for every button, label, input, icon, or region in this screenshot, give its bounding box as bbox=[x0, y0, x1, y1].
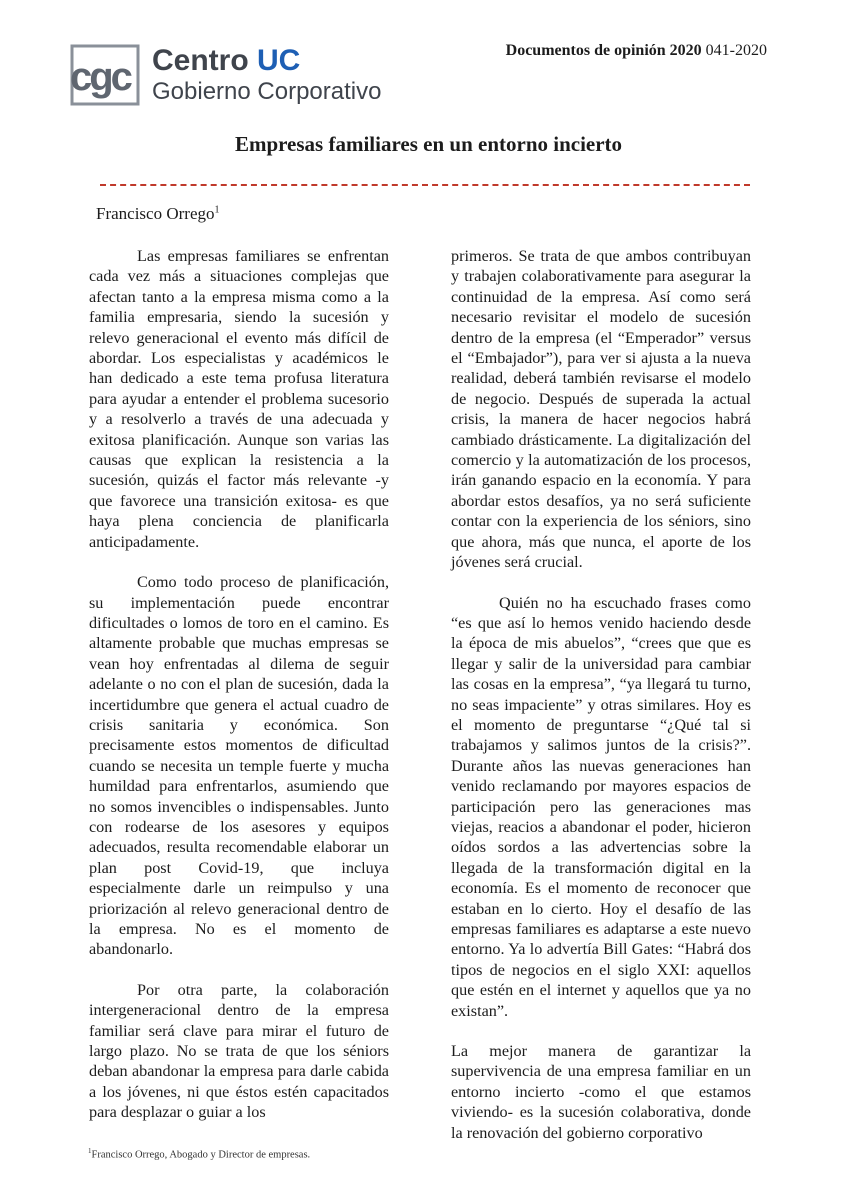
logo-name-main: Centro bbox=[152, 44, 249, 77]
author-footnote-mark: 1 bbox=[214, 204, 220, 216]
logo-name-accent: UC bbox=[257, 44, 301, 77]
series-label: Documentos de opinión 2020 bbox=[505, 42, 702, 59]
document-series bbox=[506, 42, 767, 60]
author-name: Francisco Orrego bbox=[96, 204, 215, 223]
footnote bbox=[88, 1147, 310, 1161]
right-column bbox=[451, 246, 751, 1163]
author-line bbox=[96, 204, 220, 224]
paragraph: Las empresas familiares se enfrentan cada vez más a situaciones complejas que afectan tanto a la empresa misma como a la familia empresaria, siendo la sucesión y relevo generacional el evento más difícil de abordar. Los especialistas y académicos le han dedicado a este tema profusa literatura para ayudar a entender el problema sucesorio y a resolverlo a través de una adecuada y exitosa planificación. Aunque son varias las causas que explican la resistencia a la sucesión, quizás el factor más relevante -y que favorece una transición exitosa- es que haya plena conciencia de planificarla anticipadamente. bbox=[89, 247, 389, 551]
paragraph: primeros. Se trata de que ambos contribuyan y trabajen colaborativamente para asegurar la continuidad de la empresa. Así como será necesario revisitar el modelo de sucesión dentro de la empresa (el “Emperador” versus el “Embajador”), para ver si ajusta a la nueva realidad, deberá también revisarse el modelo de negocio. Después de superada la actual crisis, la manera de hacer negocios habrá cambiado drásticamente. La digitalización del comercio y la automatización de los procesos, irán ganando espacio en la economía. Y para abordar estos desafíos, ya no será suficiente contar con la experiencia de los séniors, sino que ahora, más que nunca, el aporte de los jóvenes será crucial. bbox=[451, 247, 751, 572]
logo-mark: cgc bbox=[70, 55, 130, 99]
paragraph: Como todo proceso de planificación, su implementación puede encontrar dificultades o lomos de toro en el camino. Es altamente probable que muchas empresas se vean hoy enfrentadas al dilema de seguir adelante o no con el plan de sucesión, dada la incertidumbre que genera el actual cuadro de crisis sanitaria y económica. Son precisamente estos momentos de dificultad cuando se necesita un temple fuerte y mucha humildad para enfrentarlos, asumiendo que no somos invencibles o indispensables. Junto con rodearse de los asesores y equipos adecuados, resulta recomendable elaborar un plan post Covid-19, que incluya especialmente darle un reimpulso y una priorización al relevo generacional dentro de la empresa. No es el momento de abandonarlo. bbox=[89, 573, 389, 959]
series-number: 041-2020 bbox=[705, 42, 767, 59]
document-title: Empresas familiares en un entorno incierto bbox=[234, 132, 623, 156]
logo bbox=[70, 44, 410, 112]
paragraph: Por otra parte, la colaboración intergeneracional dentro de la empresa familiar será clave para mirar el futuro de largo plazo. No se trata de que los séniors deban abandonar la empresa para darle cabida a los jóvenes, ni que éstos estén capacitados para desplazar o guiar a los bbox=[89, 980, 389, 1122]
left-column bbox=[89, 246, 389, 1143]
divider bbox=[100, 184, 750, 186]
footnote-text: Francisco Orrego, Abogado y Director de empresas. bbox=[91, 1149, 311, 1161]
logo-subtitle: Gobierno Corporativo bbox=[152, 78, 382, 105]
logo-name bbox=[152, 44, 300, 78]
footnote-mark: 1 bbox=[88, 1147, 92, 1155]
paragraph: Quién no ha escuchado frases como “es que así lo hemos venido haciendo desde la época de mis abuelos”, “crees que que es llegar y salir de la universidad para cambiar las cosas en la empresa”, “ya llegará tu turno, no seas impaciente” y otras similares. Hoy es el momento de preguntarse “¿Qué tal si trabajamos y salimos juntos de la crisis?”. Durante años las nuevas generaciones han venido reclamando por mayores espacios de participación pero las generaciones mas viejas, reacios a abandonar el poder, hicieron oídos sordos a las advertencias sobre la llegada de la transformación digital en la economía. Es el momento de reconocer que estaban en lo cierto. Hoy el desafío de las empresas familiares es adaptarse a este nuevo entorno. Ya lo advertía Bill Gates: “Habrá dos tipos de negocios en el siglo XXI: aquellos que estén en el internet y aquellos que ya no existan”. bbox=[451, 593, 751, 1020]
paragraph: La mejor manera de garantizar la supervivencia de una empresa familiar en un entorno incierto -como el que estamos viviendo- es la sucesión colaborativa, donde la renovación del gobierno corporativo bbox=[451, 1042, 751, 1142]
